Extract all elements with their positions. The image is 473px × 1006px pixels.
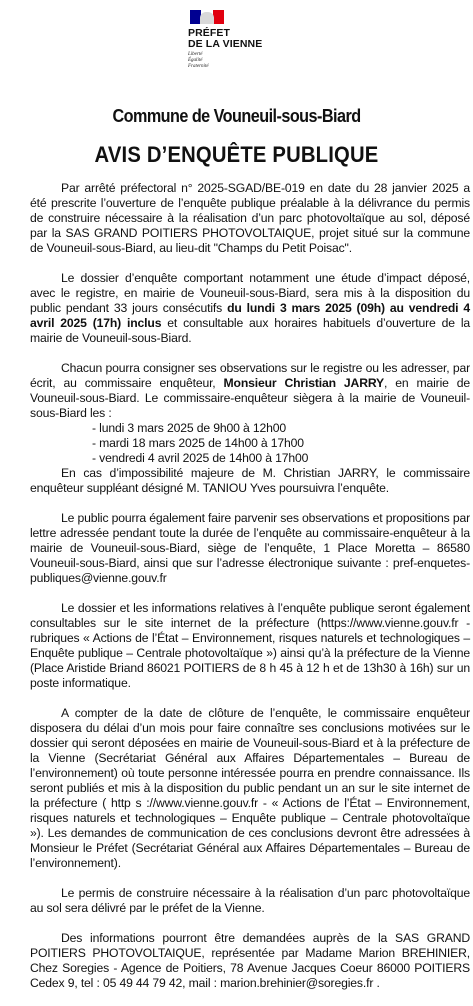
paragraph-contact: Des informations pourront être demandées auprès de la SAS GRAND POITIERS PHOTOVOLTAIQUE, représentée par Madame Marion BREHINIER, Chez Soregies - Agence de Poitiers, 78 Avenue Jacques Coeur 86000 POITIERS Cedex 9, tel : 05 49 44 79 42, mail : marion.brehinier@soregies.fr . [30,931,470,990]
logo-line-prefet: PRÉFET [188,27,231,39]
paragraph-consultation: Le dossier et les informations relatives à l’enquête publique seront également consultables sur le site internet de la préfecture (https://www.vienne.gouv.fr - rubriques « Actions de l’État – Environnement, risques naturels et technologiques – Enquête publique – Centrale photovoltaïque ») ainsi qu’à la préfecture de la Vienne (Place Aristide Briand 86021 POITIERS de 8 h 45 à 12 h et de 13h30 à 16h) sur un poste informatique. [30,601,470,690]
commissaire-name: Monsieur Christian JARRY [223,376,385,390]
republic-motto [188,52,307,70]
paragraph-dossier [30,271,470,346]
observations-text-end: , en mairie de Vouneuil-sous-Biard. Le commissaire-enquêteur siègera à la mairie de Vouneuil-sous-Biard les : [30,376,471,420]
paragraph-courrier: Le public pourra également faire parvenir ses observations et propositions par lettre adressée pendant toute la durée de l’enquête au commissaire-enquêteur à la mairie de Vouneuil-sous-Biard, siège de l’enquête, 1 Place Moretta – 86580 Vouneuil-sous-Biard, ainsi que sur l’adresse électronique suivante : pref-enquetes-publiques@vienne.gouv.fr [30,511,471,585]
session-item: - lundi 3 mars 2025 de 9h00 à 12h00 [92,421,286,435]
enquete-dates: du lundi 3 mars 2025 (09h) au vendredi 4 avril 2025 (17h) inclus [30,301,470,330]
replacement-text: En cas d’impossibilité majeure de M. Christian JARRY, le commissaire enquêteur suppléant désigné M. TANIOU Yves poursuivra l’enquête. [30,466,470,495]
session-item: - vendredi 4 avril 2025 de 14h00 à 17h00 [92,451,309,465]
dossier-text-end: et consultable aux horaires habituels d’ouverture de la mairie de Vouneuil-sous-Biard. [30,316,470,345]
motto-egalite: Égalité [188,58,203,63]
motto-fraternite: Fraternité [188,64,209,69]
motto-liberte: Liberté [188,52,203,57]
commune-title: Commune de Vouneuil-sous-Biard [112,106,361,126]
logo-line-vienne: DE LA VIENNE [188,37,263,50]
prefecture-logo [187,10,307,70]
session-item: - mardi 18 mars 2025 de 14h00 à 17h00 [92,436,304,450]
dossier-text-start: Le dossier d’enquête comportant notamment une étude d’impact déposé, avec le registre, en mairie de Vouneuil-sous-Biard, sera mis à la disposition du public pendant 33 jours consécutifs [30,271,470,315]
notice-body [30,181,470,1006]
paragraph-arrete: Par arrêté préfectoral n° 2025-SGAD/BE-019 en date du 28 janvier 2025 a été prescrite l’ouverture de l’enquête publique préalable à la délivrance du permis de construire nécessaire à la réalisation d’un parc photovoltaïque au sol, déposé par la SAS GRAND POITIERS PHOTOVOLTAIQUE, projet situé sur la commune de Vouneuil-sous-Biard, au lieu-dit "Champs du Petit Poisac". [30,181,470,255]
observations-text-start: Chacun pourra consigner ses observations sur le registre ou les adresser, par écrit, au commissaire enquêteur, [30,361,470,390]
paragraph-conclusions: A compter de la date de clôture de l’enquête, le commissaire enquêteur disposera du délai d’un mois pour faire connaître ses conclusions motivées sur le dossier qui seront déposées en mairie de Vouneuil-sous-Biard et à la préfecture de la Vienne (Secrétariat Général aux Affaires Départementales – Bureau de l’environnement) où toute personne intéressée pourra en prendre connaissance. Ils seront publiés et mis à la disposition du public pendant un an sur le site internet de la préfecture ( http s ://www.vienne.gouv.fr - « Actions de l’État – Environnement, risques naturels et technologiques – Enquête publique – Centrale photovoltaïque »). Les demandes de communication de ces conclusions devront être adressées à Monsieur le Préfet (Secrétariat Général aux Affaires Départementales – Bureau de l’environnement). [30,706,470,870]
paragraph-permis: Le permis de construire nécessaire à la réalisation d’un parc photovoltaïque au sol sera délivré par le préfet de la Vienne. [30,886,470,915]
marianne-flag-icon [190,10,224,24]
paragraph-observations [30,361,470,496]
notice-title: AVIS D’ENQUÊTE PUBLIQUE [94,142,379,167]
